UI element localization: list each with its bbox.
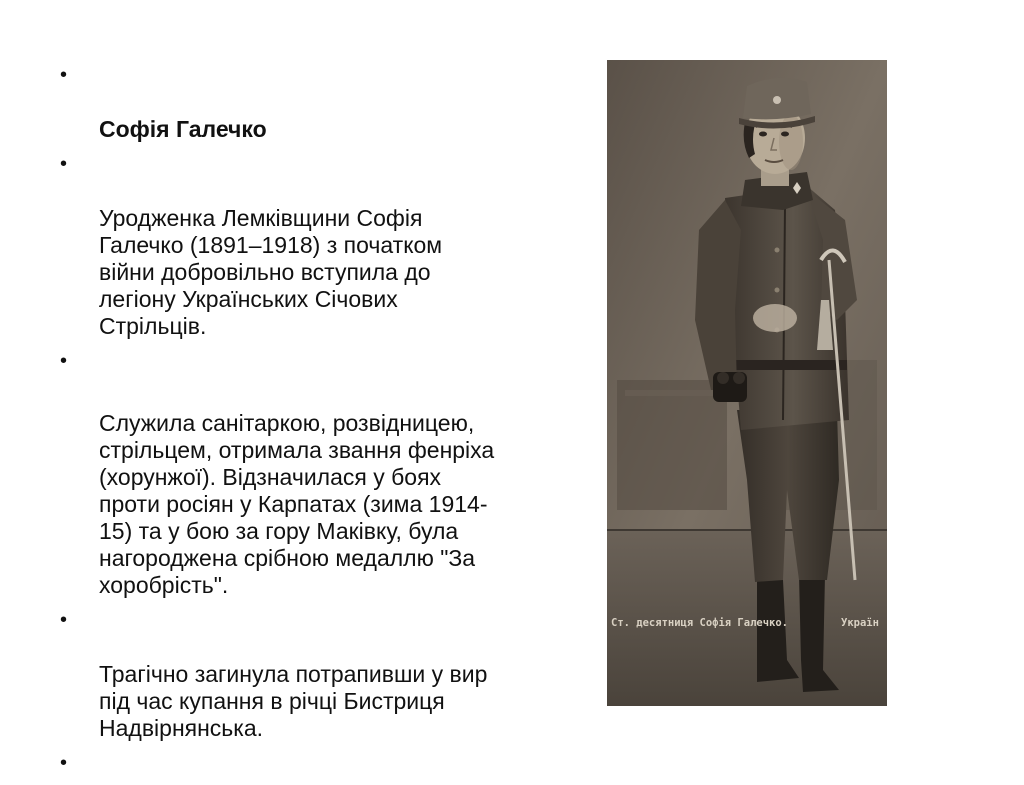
portrait-illustration [607,60,887,706]
bullet-empty [60,348,500,375]
bullet-text: Софія Галечко [99,116,267,142]
bullet-origin [60,151,500,340]
bullet-text: Уродженка Лемківщини Софія Галечко (1891–1918) з початком війни добровільно вступила до легіону Українських Січових Стрільців. [99,205,443,339]
bullet-dot: • [60,350,68,372]
portrait-photo [607,60,887,706]
photo-caption-right: Україн [841,617,879,629]
bullet-dot: • [60,153,68,175]
bullet-service [60,383,500,599]
bullet-dot: • [60,752,68,774]
bullet-empty [60,750,500,777]
photo-caption-left: Ст. десятниця Софія Галечко. [611,617,789,629]
bullet-text: Трагічно загинула потрапивши у вир під час купання в річці Бистриця Надвірнянська. [99,661,488,741]
bullet-text: Служила санітаркою, розвідницею, стрільцем, отримала звання фенріха (хорунжої). Відзначилася у боях проти росіян у Карпатах (зима 1914-15) та у бою за гору Маківку, була нагороджена срібною медаллю "За хоробрість". [99,410,495,598]
bullet-death [60,607,500,742]
bullet-title [60,62,500,143]
bullet-dot: • [60,64,68,86]
bullet-list [60,62,500,785]
bullet-dot: • [60,609,68,631]
